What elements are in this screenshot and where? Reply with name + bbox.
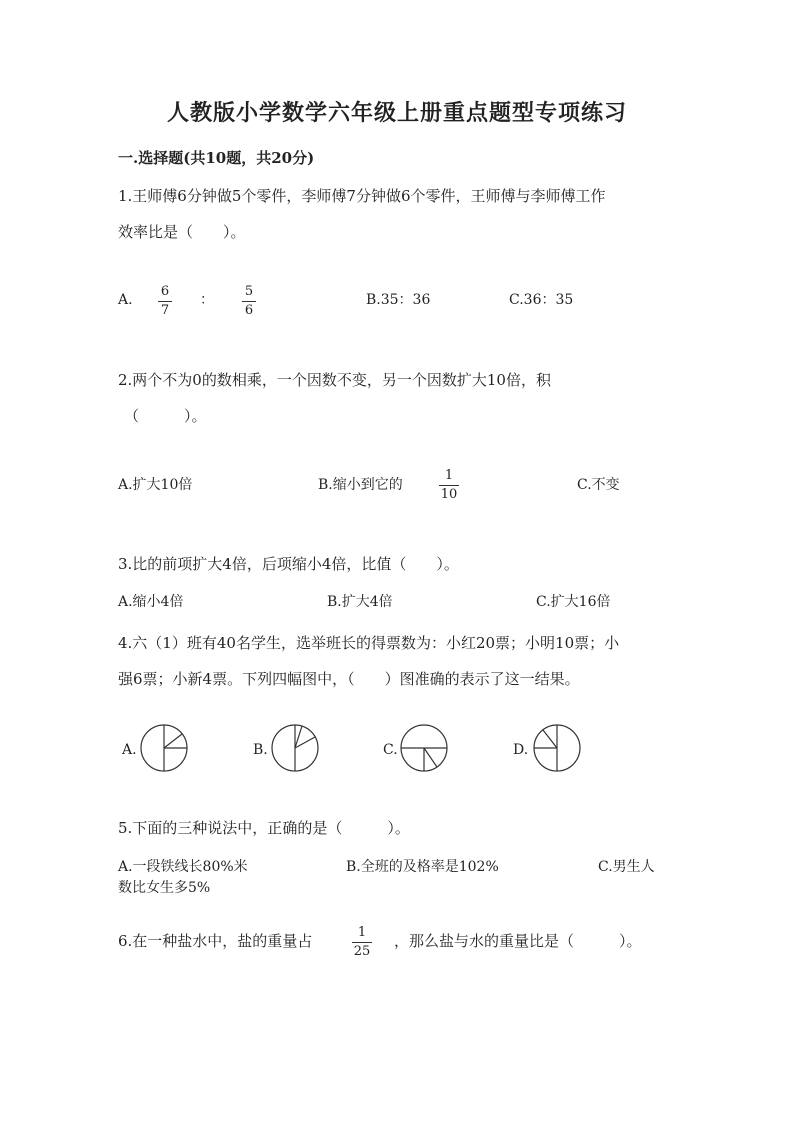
question-5-line-1: 5.下面的三种说法中，正确的是（ ）。: [118, 819, 410, 837]
question-2-line-1: 2.两个不为0的数相乘，一个因数不变，另一个因数扩大10倍，积: [118, 371, 551, 389]
fraction-numerator: 6: [160, 284, 170, 299]
fraction-numerator: 1: [444, 468, 454, 483]
question-3-option-c[interactable]: C.扩大16倍: [536, 594, 611, 610]
question-3-line-1: 3.比的前项扩大4倍，后项缩小4倍，比值（ ）。: [118, 555, 459, 573]
question-5-option-a[interactable]: A.一段铁线长80%米: [118, 859, 248, 875]
pie-chart-b[interactable]: [270, 723, 320, 773]
question-6-text-before: 6.在一种盐水中，盐的重量占: [118, 932, 313, 950]
question-4-option-b-label[interactable]: B.: [253, 742, 268, 758]
question-1-line-2: 效率比是（ ）。: [118, 223, 246, 241]
question-1-option-c[interactable]: C.36：35: [509, 292, 574, 308]
question-5-option-b[interactable]: B.全班的及格率是102%: [346, 859, 499, 875]
question-4-line-1: 4.六（1）班有40名学生，选举班长的得票数为：小红20票；小明10票；小: [118, 634, 620, 652]
fraction-denominator: 7: [160, 303, 170, 318]
fraction-numerator: 5: [244, 284, 254, 299]
question-2-option-a[interactable]: A.扩大10倍: [118, 477, 193, 493]
question-6-text-after: ，那么盐与水的重量比是（ ）。: [394, 932, 642, 950]
question-2-option-b[interactable]: B.缩小到它的: [318, 477, 403, 493]
fraction-denominator: 25: [353, 944, 371, 959]
question-4-option-d-label[interactable]: D.: [513, 742, 529, 758]
question-1-option-a-colon: ：: [200, 292, 214, 308]
fraction-bar: [158, 301, 172, 302]
fraction-bar: [352, 942, 372, 943]
question-5-option-c-continued: 数比女生多5%: [118, 880, 211, 896]
pie-divider: [164, 734, 182, 748]
question-1-option-a-label[interactable]: A.: [118, 292, 133, 308]
page-title: 人教版小学数学六年级上册重点题型专项练习: [166, 100, 627, 126]
question-1-line-1: 1.王师傅6分钟做5个零件，李师傅7分钟做6个零件，王师傅与李师傅工作: [118, 187, 606, 205]
question-5-option-c[interactable]: C.男生人: [598, 859, 655, 875]
pie-chart-d[interactable]: [532, 723, 582, 773]
pie-divider: [543, 730, 557, 748]
question-6-fraction: [352, 926, 372, 959]
question-1-option-a-fraction-1: [158, 285, 172, 318]
fraction-denominator: 6: [244, 303, 254, 318]
section-heading: 一.选择题(共10题，共20分): [118, 149, 315, 167]
question-3-option-a[interactable]: A.缩小4倍: [118, 594, 184, 610]
question-4-option-c-label[interactable]: C.: [383, 742, 398, 758]
pie-chart-c[interactable]: [399, 723, 449, 773]
question-2-line-2: （ ）。: [124, 407, 207, 425]
fraction-denominator: 10: [440, 487, 458, 502]
question-2-option-c[interactable]: C.不变: [577, 477, 620, 493]
question-4-line-2: 强6票；小新4票。下列四幅图中，（ ）图准确的表示了这一结果。: [118, 670, 580, 688]
fraction-bar: [439, 485, 459, 486]
question-1-option-a-fraction-2: [242, 285, 256, 318]
question-2-option-b-fraction: [439, 469, 459, 502]
fraction-numerator: 1: [357, 925, 367, 940]
question-1-option-b[interactable]: B.35：36: [366, 292, 431, 308]
question-3-option-b[interactable]: B.扩大4倍: [327, 594, 393, 610]
fraction-bar: [242, 301, 256, 302]
pie-chart-a[interactable]: [139, 723, 189, 773]
question-4-option-a-label[interactable]: A.: [122, 742, 137, 758]
pie-divider: [424, 748, 437, 767]
